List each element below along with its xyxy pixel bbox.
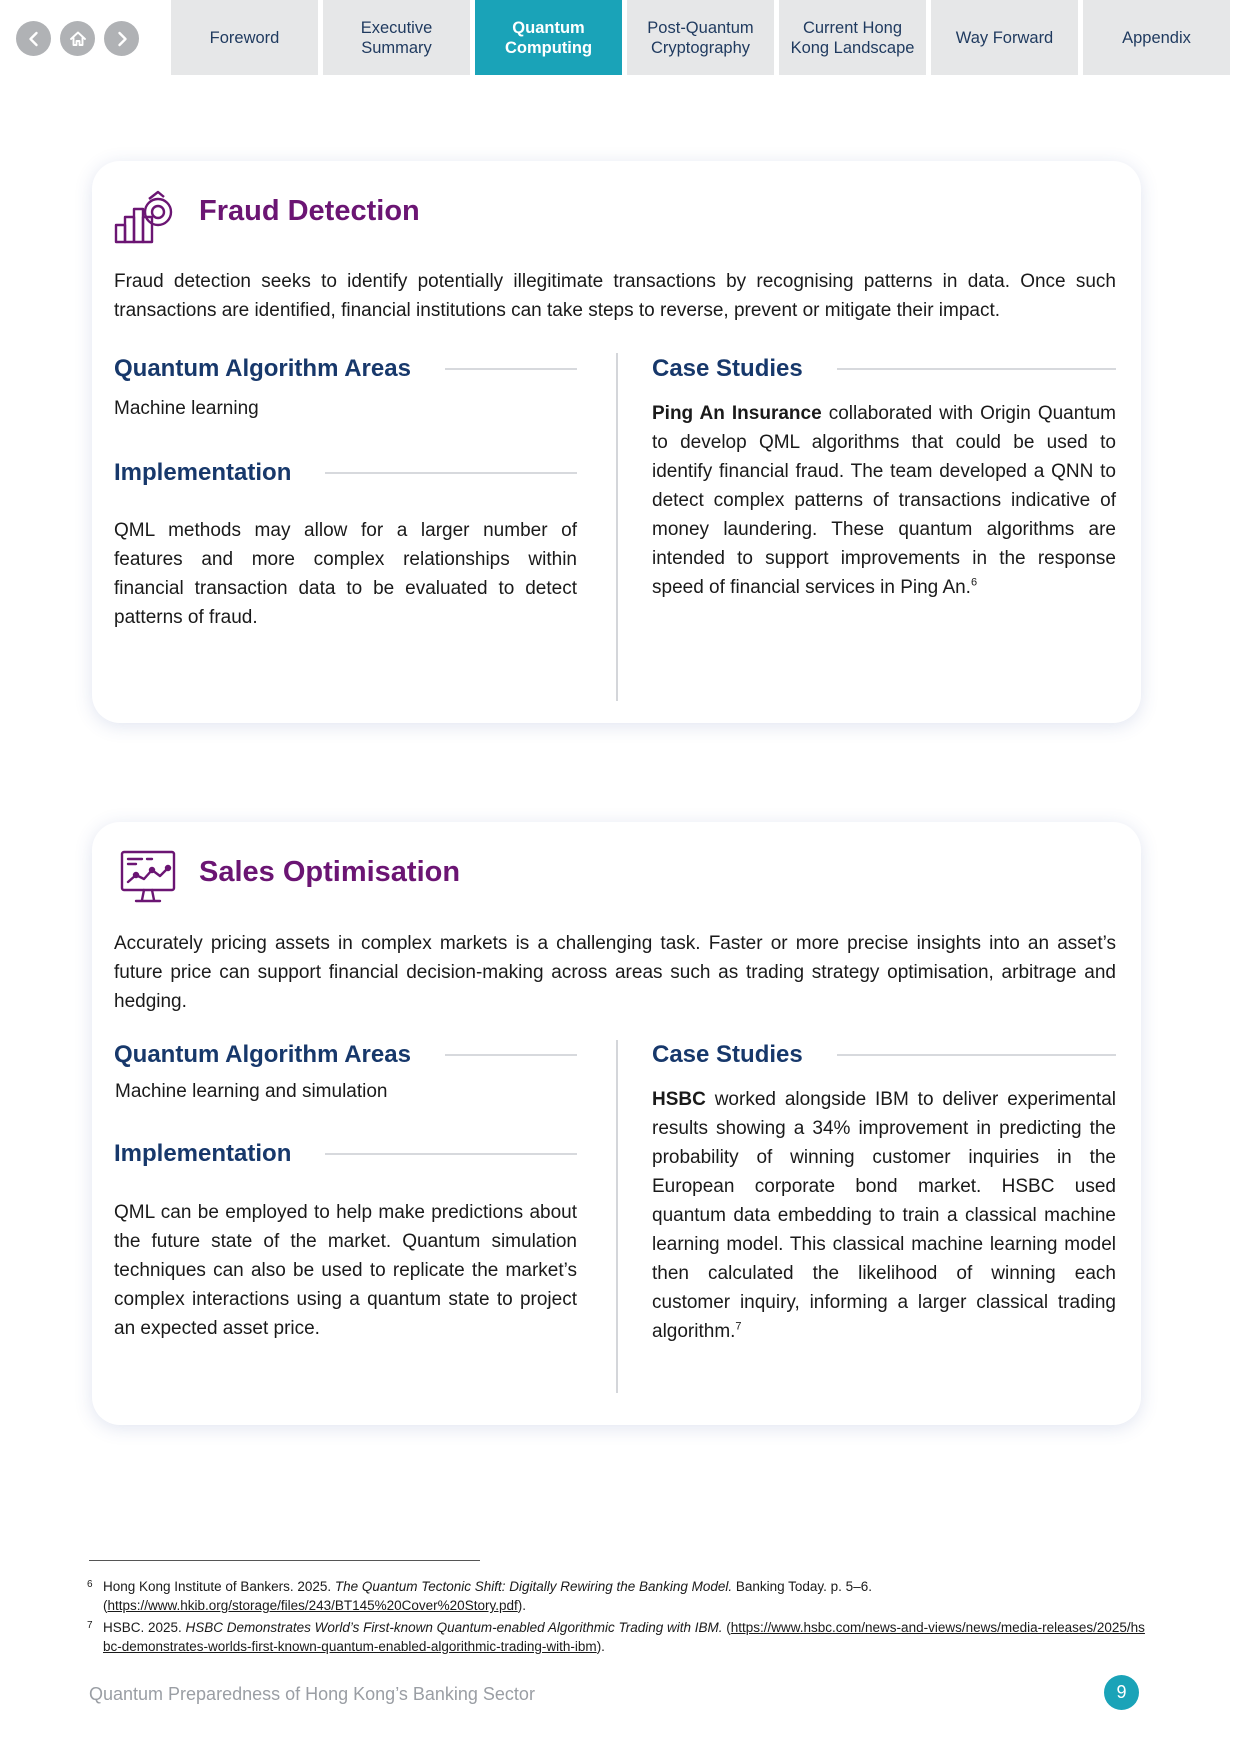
case-study-text (652, 399, 1116, 602)
section-title: Sales Optimisation (199, 856, 461, 888)
footnote-number: 6 (87, 1579, 93, 1590)
footnote-title: The Quantum Tectonic Shift: Digitally Rewiring the Banking Model. (334, 1579, 733, 1594)
heading-text: Implementation (114, 459, 292, 486)
tab-post-quantum-cryptography[interactable]: Post-Quantum Cryptography (627, 0, 774, 75)
chevron-right-icon (112, 29, 132, 49)
right-column (652, 355, 1116, 602)
case-study-body: worked alongside IBM to deliver experimental results showing a 34% improvement in predicting the probability of winning customer inquiries in the European corporate bond market. HSBC used quantum data embedding to train a classical machine learning model. This classical machine learning model then calculated the likelihood of winning each customer inquiry, informing a larger classical trading algorithm. (652, 1089, 1116, 1342)
nav-buttons (16, 21, 139, 56)
fraud-detection-card (92, 161, 1141, 723)
monitor-chart-icon (114, 849, 182, 905)
chart-magnifier-icon (114, 189, 182, 245)
section-title: Fraud Detection (199, 195, 420, 227)
footnote-separator (89, 1560, 480, 1561)
algorithm-areas-value: Machine learning (114, 398, 259, 419)
footnote-ref[interactable]: 6 (970, 576, 978, 589)
case-studies-heading (652, 1041, 1116, 1069)
sales-optimisation-card (92, 822, 1141, 1425)
back-button[interactable] (16, 21, 51, 56)
footnote-title: HSBC Demonstrates World’s First-known Quantum-enabled Algorithmic Trading with IBM. (185, 1620, 723, 1635)
heading-rule (837, 368, 1116, 370)
algorithm-areas-heading (114, 1041, 577, 1069)
tab-way-forward[interactable]: Way Forward (931, 0, 1078, 75)
algorithm-areas-heading (114, 355, 577, 383)
column-divider (616, 353, 618, 701)
implementation-text: QML can be employed to help make predictions about the future state of the market. Quantum simulation techniques can also be used to replicate the market’s complex interactions using a quantum state to project an expected asset price. (114, 1202, 577, 1339)
heading-rule (837, 1054, 1116, 1056)
case-study-org: HSBC (652, 1089, 706, 1110)
right-column (652, 1041, 1116, 1346)
section-intro: Fraud detection seeks to identify potentially illegitimate transactions by recognising patterns in data. Once such transactions are identified, financial institutions can take steps to reverse, prevent or mitigate their impact. (114, 271, 1116, 321)
tab-hong-kong-landscape[interactable]: Current Hong Kong Landscape (779, 0, 926, 75)
section-tabs (171, 0, 1230, 75)
heading-text: Quantum Algorithm Areas (114, 355, 411, 382)
heading-text: Case Studies (652, 1041, 803, 1068)
footnote-text (87, 1577, 1147, 1615)
heading-text: Implementation (114, 1140, 292, 1167)
footnote-link[interactable]: https://www.hkib.org/storage/files/243/BT145%20Cover%20Story.pdf (107, 1598, 518, 1613)
heading-rule (325, 1153, 577, 1155)
paren: ). (517, 1598, 526, 1613)
paren: ). (596, 1639, 605, 1654)
heading-text: Case Studies (652, 355, 803, 382)
forward-button[interactable] (104, 21, 139, 56)
footnote-ref[interactable]: 7 (735, 1320, 742, 1333)
page-number-badge: 9 (1104, 1675, 1139, 1710)
tab-appendix[interactable]: Appendix (1083, 0, 1230, 75)
paren: ( (103, 1598, 108, 1613)
heading-rule (445, 368, 577, 370)
footer-title: Quantum Preparedness of Hong Kong’s Banking Sector (89, 1684, 535, 1704)
heading-rule (325, 472, 577, 474)
footnote-text (87, 1618, 1147, 1656)
tab-quantum-computing[interactable]: Quantum Computing (475, 0, 622, 75)
footnote-publication: Banking Today. p. 5–6. (732, 1579, 872, 1594)
left-column (114, 1041, 577, 1343)
heading-rule (445, 1054, 577, 1056)
section-intro: Accurately pricing assets in complex markets is a challenging task. Faster or more precise insights into an asset’s future price can support financial decision-making across areas such as trading strategy optimisation, arbitrage and hedging. (114, 933, 1116, 1012)
footnote-source: HSBC. 2025. (103, 1620, 186, 1635)
tab-executive-summary[interactable]: Executive Summary (323, 0, 470, 75)
implementation-heading (114, 1140, 577, 1168)
footnote-number: 7 (87, 1620, 93, 1631)
tab-foreword[interactable]: Foreword (171, 0, 318, 75)
footnote-link[interactable]: https://www.hsbc.com/news-and-views/news/media-releases/2025/hsbc-demonstrates-worlds-first-known-quantum-enabled-algorithmic-trading-with-ibm (103, 1620, 1145, 1654)
home-icon (68, 29, 88, 49)
case-study-body: collaborated with Origin Quantum to develop QML algorithms that could be used to identify financial fraud. The team developed a QNN to detect complex patterns of transactions indicative of money laundering. These quantum algorithms are intended to support improvements in the response speed of financial services in Ping An. (652, 403, 1116, 598)
chevron-left-icon (24, 29, 44, 49)
footnote-source: Hong Kong Institute of Bankers. 2025. (103, 1579, 335, 1594)
footnote-7 (87, 1618, 1147, 1656)
case-studies-heading (652, 355, 1116, 383)
home-button[interactable] (60, 21, 95, 56)
implementation-heading (114, 459, 577, 487)
implementation-text: QML methods may allow for a larger number of features and more complex relationships within financial transaction data to be evaluated to detect patterns of fraud. (114, 520, 577, 628)
algorithm-areas-value: Machine learning and simulation (115, 1081, 388, 1102)
column-divider (616, 1040, 618, 1393)
paren: ( (726, 1620, 731, 1635)
heading-text: Quantum Algorithm Areas (114, 1041, 411, 1068)
case-study-text (652, 1085, 1116, 1346)
left-column (114, 355, 577, 632)
footnote-6 (87, 1577, 1147, 1615)
case-study-org: Ping An Insurance (652, 403, 822, 424)
